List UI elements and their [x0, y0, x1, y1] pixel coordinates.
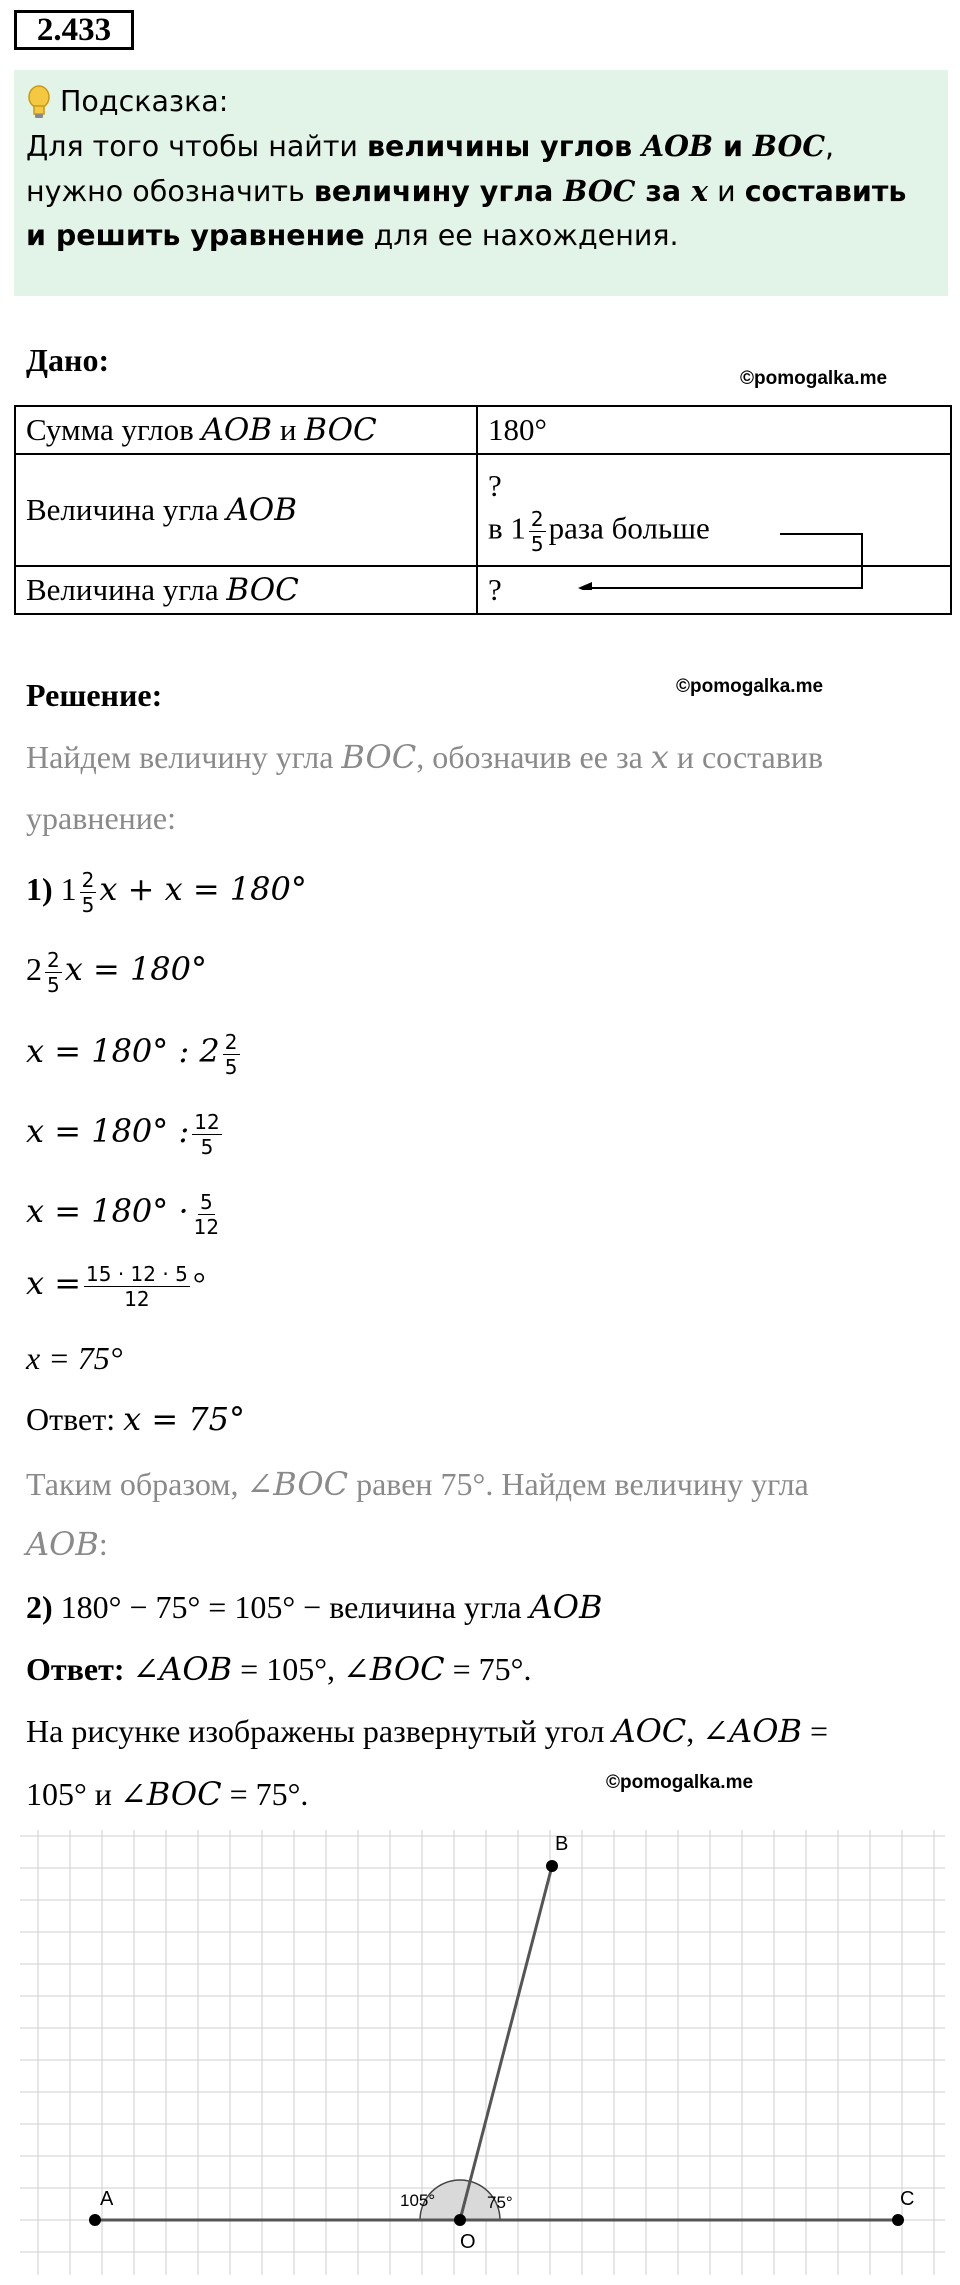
- equation-7: x = 75°: [26, 1340, 123, 1376]
- table-cell: Величина угла BOC: [15, 566, 477, 614]
- label-o: O: [460, 2231, 476, 2253]
- ray-ob: [460, 1866, 552, 2220]
- table-cell: ?: [477, 566, 951, 614]
- label-a: A: [100, 2188, 114, 2210]
- figure-caption: 105° и ∠BOC = 75°.: [26, 1775, 309, 1813]
- answer-1: Ответ: x = 75°: [26, 1400, 246, 1438]
- final-answer: Ответ: ∠AOB = 105°, ∠BOC = 75°.: [26, 1650, 532, 1688]
- relation-arrow: [560, 520, 870, 590]
- hint-box: [14, 70, 948, 296]
- equation-1: 1) 1 $\frac{2}{5}$ x + x = 180°: [26, 868, 307, 917]
- label-c: C: [900, 2188, 915, 2210]
- fraction: $\frac{2}{5}$: [530, 506, 544, 556]
- table-row: [15, 406, 951, 454]
- solution-heading: Решение:: [26, 677, 163, 713]
- intro-line: Найдем величину угла BOC, обозначив ее за x и составив: [26, 738, 824, 776]
- conclusion-line: AOB:: [26, 1525, 108, 1563]
- angle-figure: [0, 1820, 960, 2285]
- table-cell: Величина угла AOB: [15, 454, 477, 566]
- point-b: [546, 1860, 558, 1872]
- angle-label-boc: 75°: [487, 2193, 513, 2212]
- equation-3: x = 180° : 2 $\frac{2}{5}$: [26, 1030, 238, 1079]
- step-2: 2) 180° − 75° = 105° − величина угла AOB: [26, 1588, 603, 1626]
- equation-4: x = 180° : $\frac{12}{5}$: [26, 1110, 220, 1159]
- watermark: ©pomogalka.me: [676, 676, 824, 697]
- conclusion-line: Таким образом, ∠BOC равен 75°. Найдем величину угла: [26, 1465, 809, 1503]
- watermark: ©pomogalka.me: [740, 368, 888, 389]
- point-c: [892, 2214, 904, 2226]
- problem-number: 2.433: [14, 10, 134, 50]
- equation-6: x = $\frac{15 \cdot 12 \cdot 5}{12}$ °: [26, 1262, 206, 1311]
- lightbulb-icon: [26, 85, 52, 119]
- table-cell: Сумма углов AOB и BOC: [15, 406, 477, 454]
- given-heading: Дано:: [26, 342, 110, 378]
- hint-text: Для того чтобы найти величины углов AOB и BOC, нужно обозначить величину угла BOC за x и составить и решить уравнение для ее нахождения.: [26, 129, 907, 252]
- equation-2: 2 $\frac{2}{5}$ x = 180°: [26, 948, 208, 997]
- watermark: ©pomogalka.me: [606, 1772, 754, 1793]
- angle-label-aob: 105°: [400, 2191, 436, 2210]
- point-o: [454, 2214, 466, 2226]
- equation-5: x = 180° · $\frac{5}{12}$: [26, 1190, 220, 1239]
- label-b: B: [555, 1833, 569, 1855]
- hint-title: Подсказка:: [26, 80, 934, 124]
- table-cell: ? в 1 $\frac{2}{5}$ раза больше: [477, 454, 951, 566]
- figure-caption: На рисунке изображены развернутый угол AOC, ∠AOB =: [26, 1712, 828, 1750]
- point-a: [89, 2214, 101, 2226]
- intro-line: уравнение:: [26, 800, 176, 836]
- table-cell: 180°: [477, 406, 951, 454]
